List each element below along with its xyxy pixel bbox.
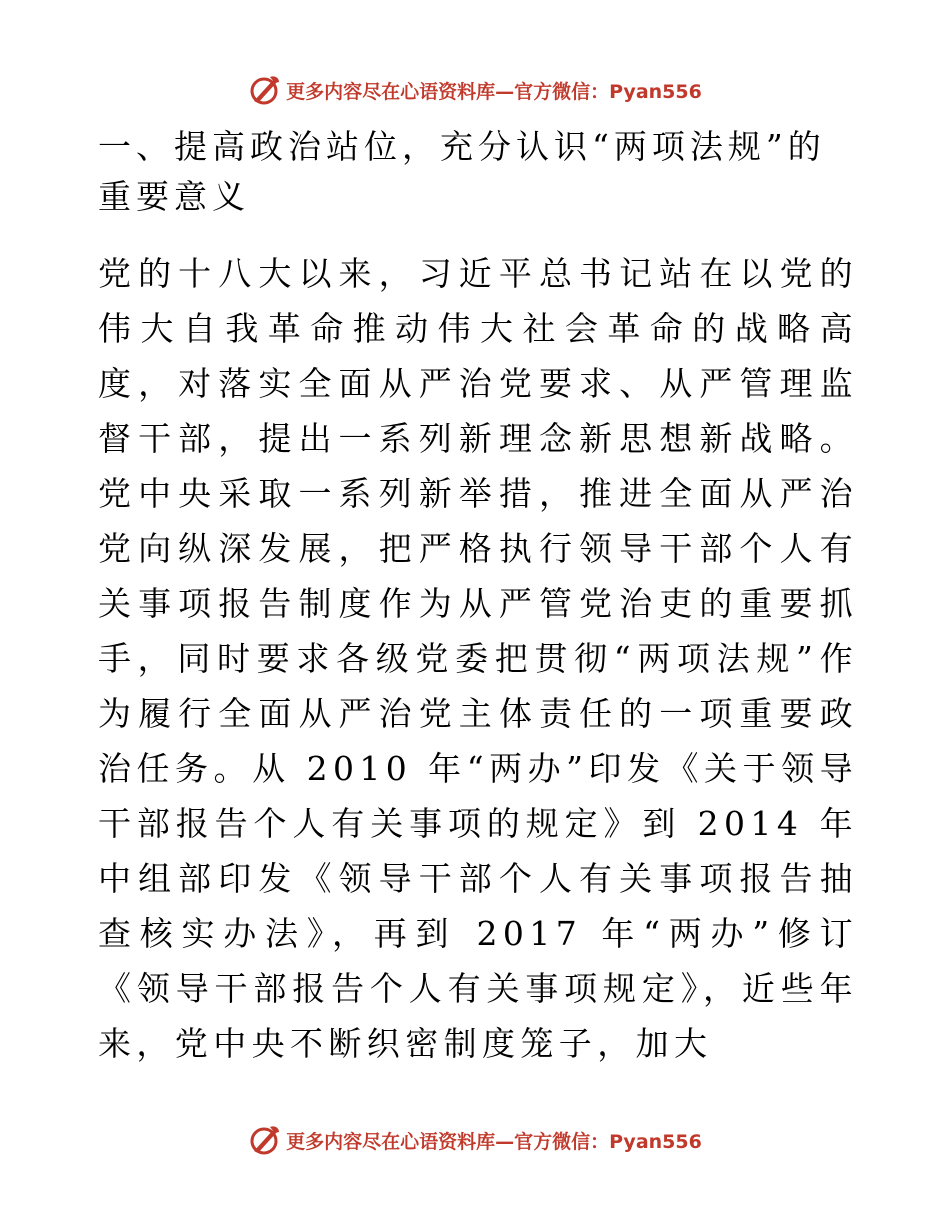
body-paragraph: 党的十八大以来，习近平总书记站在以党的伟大自我革命推动伟大社会革命的战略高度，对落实全面从严治党要求、从严管理监督干部，提出一系列新理念新思想新战略。党中央采取一系列新举措，推进全面从严治党向纵深发展，把严格执行领导干部个人有关事项报告制度作为从严管党治吏的重要抓手，同时要求各级党委把贯彻“两项法规”作为履行全面从严治党主体责任的一项重要政治任务。从 2010 年“两办”印发《关于领导干部报告个人有关事项的规定》到 2014 年中组部印发《领导干部个人有关事项报告抽查核实办法》，再到 2017 年“两办”修订《领导干部报告个人有关事项规定》，近些年来，党中央不断织密制度笼子，加大 <box>98 254 858 1063</box>
watermark-text: 更多内容尽在心语资料库—官方微信：Pyan556 <box>286 1130 702 1153</box>
section-heading: 一、提高政治站位，充分认识“两项法规”的重要意义 <box>98 127 826 216</box>
header-watermark <box>0 72 950 108</box>
footer-watermark <box>0 1122 950 1158</box>
document-body <box>98 122 858 1071</box>
quill-logo-icon <box>248 1123 282 1157</box>
quill-logo-icon <box>248 73 282 107</box>
watermark-text: 更多内容尽在心语资料库—官方微信：Pyan556 <box>286 80 702 103</box>
